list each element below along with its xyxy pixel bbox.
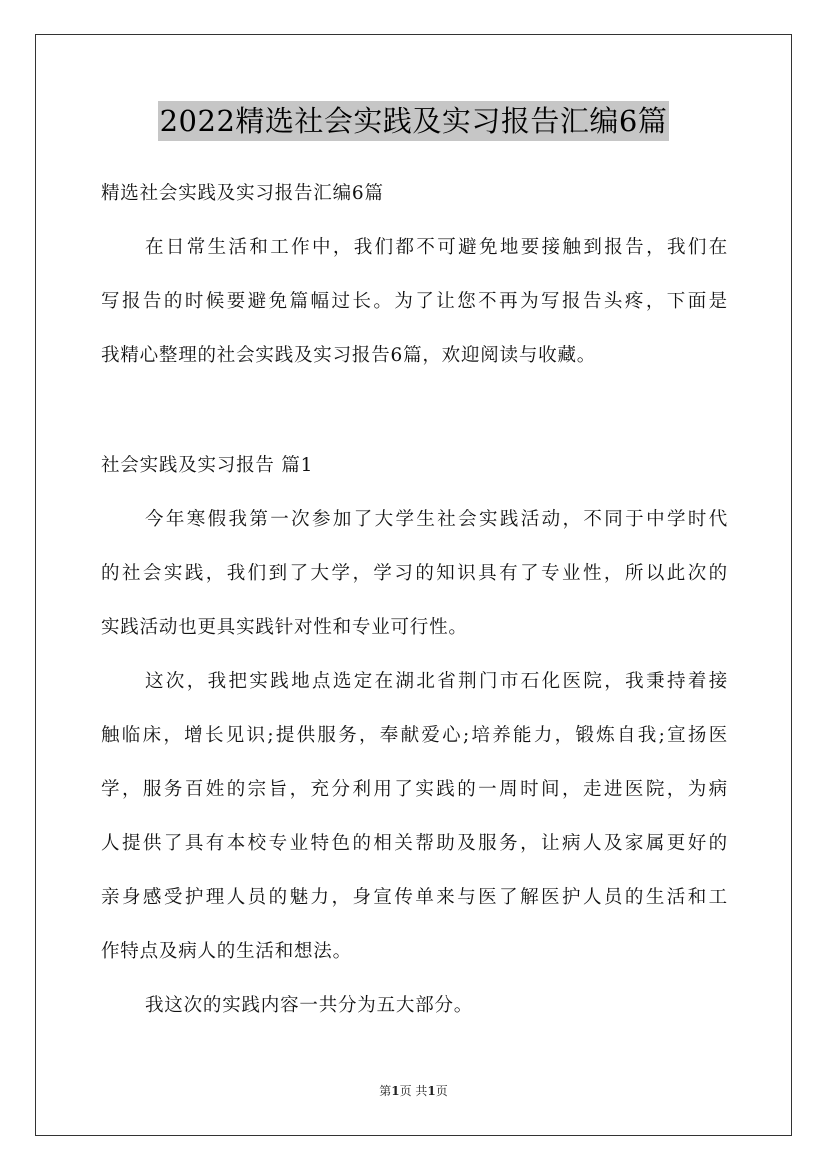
paragraph-line: 的社会实践，我们到了大学，学习的知识具有了专业性，所以此次的 <box>101 563 728 584</box>
section-heading: 社会实践及实习报告 篇1 <box>101 455 314 476</box>
document-title: 2022精选社会实践及实习报告汇编6篇 <box>158 101 670 141</box>
paragraph-line: 亲身感受护理人员的魅力，身宣传单来与医了解医护人员的生活和工 <box>101 887 728 908</box>
paragraph-line: 今年寒假我第一次参加了大学生社会实践活动，不同于中学时代 <box>145 509 728 530</box>
page-number-total: 1 <box>427 1084 436 1098</box>
paragraph-line: 人提供了具有本校专业特色的相关帮助及服务，让病人及家属更好的 <box>101 833 728 854</box>
intro-line: 在日常生活和工作中，我们都不可避免地要接触到报告，我们在 <box>145 237 728 258</box>
title-container <box>0 101 827 141</box>
page-number-mid: 页 共 <box>399 1084 428 1098</box>
document-subtitle: 精选社会实践及实习报告汇编6篇 <box>101 183 384 204</box>
intro-line: 我精心整理的社会实践及实习报告6篇，欢迎阅读与收藏。 <box>101 345 597 366</box>
page-number-current: 1 <box>391 1084 400 1098</box>
paragraph-line: 学，服务百姓的宗旨，充分利用了实践的一周时间，走进医院，为病 <box>101 779 728 800</box>
page-footer <box>0 1083 827 1099</box>
paragraph-line: 这次，我把实践地点选定在湖北省荆门市石化医院，我秉持着接 <box>145 671 728 692</box>
paragraph-line: 作特点及病人的生活和想法。 <box>101 941 352 962</box>
page-number-suffix: 页 <box>435 1084 448 1098</box>
paragraph-line: 触临床，增长见识;提供服务，奉献爱心;培养能力，锻炼自我;宣扬医 <box>101 725 728 746</box>
paragraph-line: 我这次的实践内容一共分为五大部分。 <box>145 995 474 1016</box>
paragraph-line: 实践活动也更具实践针对性和专业可行性。 <box>101 617 468 638</box>
intro-line: 写报告的时候要避免篇幅过长。为了让您不再为写报告头疼，下面是 <box>101 291 728 312</box>
page-number-prefix: 第 <box>379 1084 392 1098</box>
